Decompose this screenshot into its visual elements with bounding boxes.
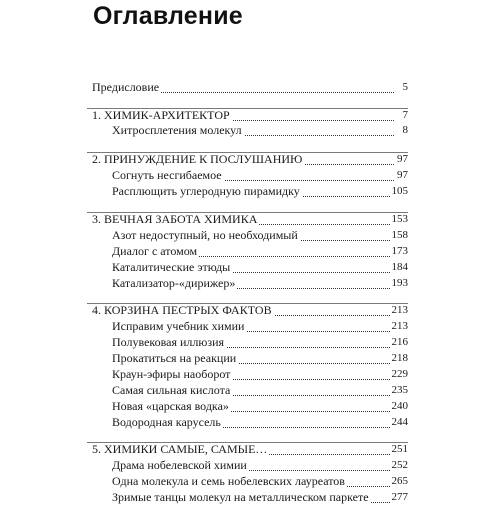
toc-entry-label: 2. ПРИНУЖДЕНИЕ К ПОСЛУШАНИЮ bbox=[92, 152, 303, 166]
toc-entry-page: 8 bbox=[402, 124, 408, 136]
toc-entry-label: Исправим учебник химии bbox=[112, 319, 245, 333]
toc-entry-page: 184 bbox=[391, 261, 408, 273]
toc-entry-page: 5 bbox=[402, 81, 408, 93]
toc-entry-page: 240 bbox=[391, 400, 408, 412]
section-divider bbox=[87, 303, 408, 304]
toc-entry-page: 218 bbox=[391, 352, 408, 364]
toc-section-row[interactable] bbox=[0, 335, 500, 350]
toc-section-row[interactable] bbox=[0, 490, 500, 505]
toc-section-row[interactable] bbox=[0, 399, 500, 414]
toc-entry-page: 235 bbox=[391, 384, 408, 396]
toc-entry-page: 229 bbox=[391, 368, 408, 380]
toc-entry-label: Предисловие bbox=[92, 80, 160, 94]
toc-entry-label: Одна молекула и семь нобелевских лауреатов bbox=[112, 474, 345, 488]
toc-entry-label: Расплющить углеродную пирамидку bbox=[112, 184, 300, 198]
toc-entry-page: 213 bbox=[391, 320, 408, 332]
toc-entry-label: Каталитические этюды bbox=[112, 260, 231, 274]
toc-section-row[interactable] bbox=[0, 123, 500, 138]
toc-section-row[interactable] bbox=[0, 276, 500, 291]
toc-entry-label: 3. ВЕЧНАЯ ЗАБОТА ХИМИКА bbox=[92, 212, 258, 226]
toc-chapter-row[interactable] bbox=[0, 303, 500, 318]
toc-section-row[interactable] bbox=[0, 319, 500, 334]
toc-entry-page: 173 bbox=[391, 245, 408, 257]
toc-entry-label: Диалог с атомом bbox=[112, 244, 198, 258]
toc-entry-label: Прокатиться на реакции bbox=[112, 351, 237, 365]
toc-entry-label: Зримые танцы молекул на металлическом паркете bbox=[112, 490, 369, 504]
toc-entry-label: Водородная карусель bbox=[112, 415, 221, 429]
toc-entry-page: 251 bbox=[391, 443, 408, 455]
toc-entry-page: 97 bbox=[397, 169, 408, 181]
toc-section-row[interactable] bbox=[0, 244, 500, 259]
toc-entry-label: Согнуть несгибаемое bbox=[112, 168, 222, 182]
toc-chapter-row[interactable] bbox=[0, 442, 500, 457]
toc-entry-label: Новая «царская водка» bbox=[112, 399, 229, 413]
toc-entry-label: Хитросплетения молекул bbox=[112, 123, 242, 137]
toc-entry-label: Драма нобелевской химии bbox=[112, 458, 247, 472]
toc-section-row[interactable] bbox=[0, 474, 500, 489]
section-divider bbox=[87, 152, 408, 153]
toc-entry-page: 277 bbox=[391, 491, 408, 503]
toc-entry-page: 153 bbox=[391, 213, 408, 225]
toc-section-row[interactable] bbox=[0, 415, 500, 430]
section-divider bbox=[87, 442, 408, 443]
toc-entry-label: Самая сильная кислота bbox=[112, 383, 231, 397]
section-divider bbox=[87, 108, 408, 109]
toc-chapter-row[interactable] bbox=[0, 108, 500, 123]
toc-section-row[interactable] bbox=[0, 367, 500, 382]
toc-section-row[interactable] bbox=[0, 184, 500, 199]
toc-entry-label: Катализатор-«дирижер» bbox=[112, 276, 236, 290]
toc-chapter-row[interactable] bbox=[0, 212, 500, 227]
toc-entry-page: 97 bbox=[397, 153, 408, 165]
toc-entry-page: 158 bbox=[391, 229, 408, 241]
toc-entry-page: 105 bbox=[391, 185, 408, 197]
toc-section-row[interactable] bbox=[0, 228, 500, 243]
toc-entry-page: 193 bbox=[391, 277, 408, 289]
toc-entry-label: 5. ХИМИКИ САМЫЕ, САМЫЕ… bbox=[92, 442, 268, 456]
toc-entry-label: Азот недоступный, но необходимый bbox=[112, 228, 298, 242]
toc-section-row[interactable] bbox=[0, 458, 500, 473]
toc-entry-page: 216 bbox=[391, 336, 408, 348]
toc-entry-page: 252 bbox=[391, 459, 408, 471]
toc-section-row[interactable] bbox=[0, 168, 500, 183]
toc-entry-page: 265 bbox=[391, 475, 408, 487]
toc-entry-label: Полувековая иллюзия bbox=[112, 335, 225, 349]
page-title: Оглавление bbox=[93, 2, 243, 30]
toc-section-row[interactable] bbox=[0, 351, 500, 366]
toc-section-row[interactable] bbox=[0, 260, 500, 275]
toc-chapter-row[interactable] bbox=[0, 80, 500, 95]
toc-entry-label: 4. КОРЗИНА ПЕСТРЫХ ФАКТОВ bbox=[92, 303, 272, 317]
toc-chapter-row[interactable] bbox=[0, 152, 500, 167]
toc-entry-page: 213 bbox=[391, 304, 408, 316]
toc-entry-label: Краун-эфиры наоборот bbox=[112, 367, 231, 381]
toc-entry-page: 7 bbox=[402, 109, 408, 121]
toc-section-row[interactable] bbox=[0, 383, 500, 398]
toc-entry-label: 1. ХИМИК-АРХИТЕКТОР bbox=[92, 108, 230, 122]
section-divider bbox=[87, 212, 408, 213]
toc-entry-page: 244 bbox=[391, 416, 408, 428]
